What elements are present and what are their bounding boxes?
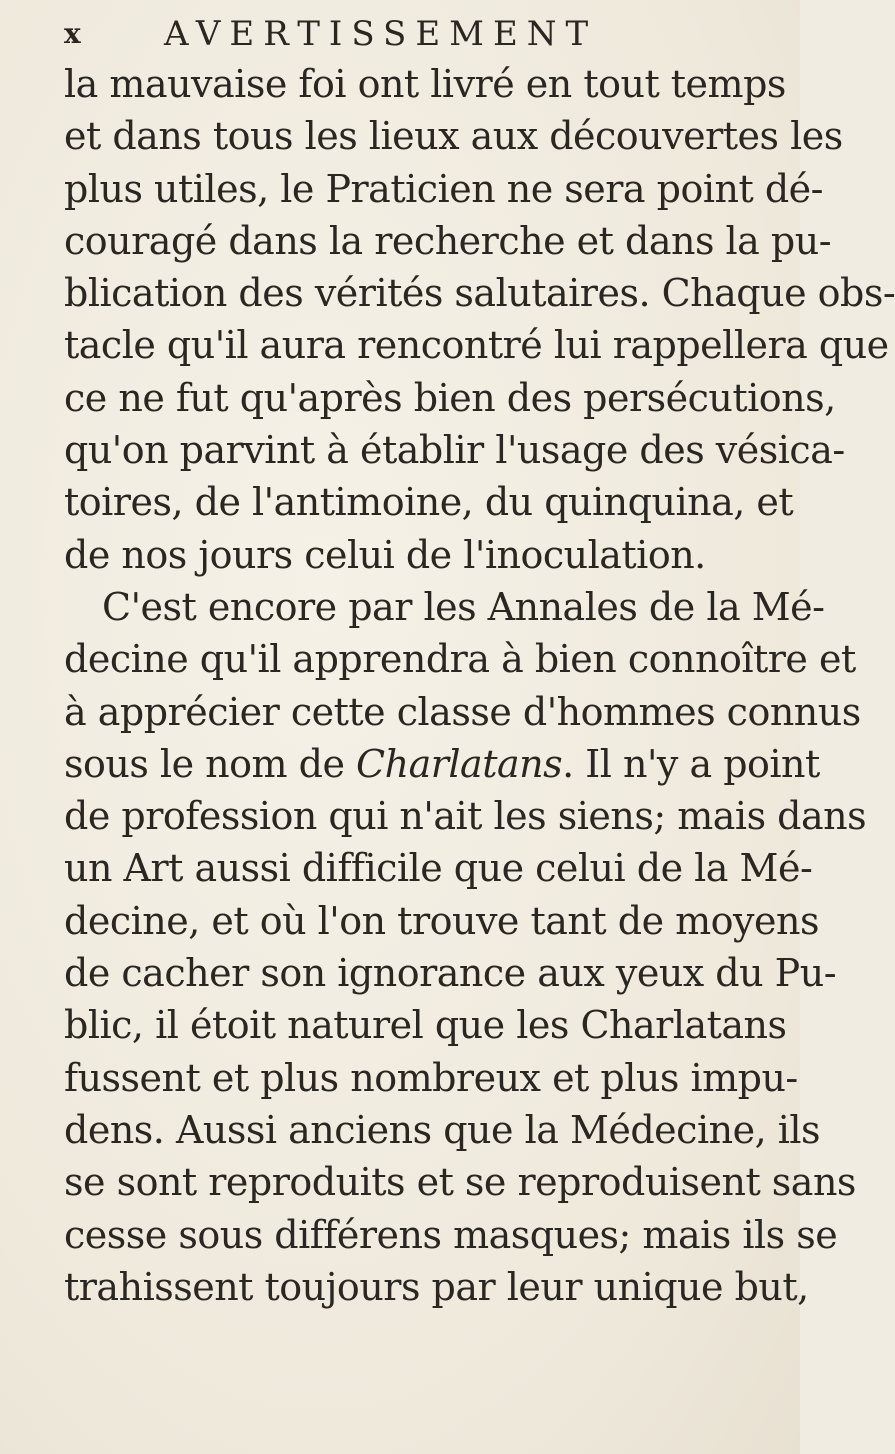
text-line: decine qu'il apprendra à bien connoître et (64, 637, 856, 682)
italic-term-charlatans: Charlatans (356, 741, 563, 786)
text-line: dens. Aussi anciens que la Médecine, ils (64, 1107, 821, 1152)
text-line: à apprécier cette classe d'hommes connus (64, 689, 861, 734)
text-line: couragé dans la recherche et dans la pu- (64, 218, 832, 263)
text-line: de nos jours celui de l'inoculation. (64, 532, 706, 577)
text-line: blic, il étoit naturel que les Charlatans (64, 1003, 787, 1048)
body-text (64, 58, 895, 1313)
text-line: decine, et où l'on trouve tant de moyens (64, 898, 819, 943)
text-line: se sont reproduits et se reproduisent sans (64, 1160, 856, 1205)
text-line: plus utiles, le Praticien ne sera point dé- (64, 166, 824, 211)
text-line: fussent et plus nombreux et plus impu- (64, 1055, 798, 1100)
text-line: de cacher son ignorance aux yeux du Pu- (64, 951, 837, 996)
text-line-with-italic (64, 738, 820, 790)
page-number: x (64, 17, 81, 50)
text-line: C'est encore par les Annales de la Mé- (102, 584, 825, 629)
text-line: la mauvaise foi ont livré en tout temps (64, 62, 786, 106)
text-line: et dans tous les lieux aux découvertes les (64, 114, 843, 159)
text-line: trahissent toujours par leur unique but, (64, 1264, 809, 1309)
text-line: de profession qui n'ait les siens; mais dans (64, 794, 867, 839)
text-line: toires, de l'antimoine, du quinquina, et (64, 480, 794, 525)
text-line: un Art aussi difficile que celui de la Mé- (64, 846, 813, 891)
text-line: qu'on parvint à établir l'usage des vésica- (64, 428, 845, 473)
text-line: ce ne fut qu'après bien des persécutions, (64, 375, 836, 420)
text-segment: . Il n'y a point (562, 741, 820, 786)
text-segment: sous le nom de (64, 741, 357, 786)
running-head (64, 12, 744, 56)
section-title: AVERTISSEMENT (164, 14, 598, 54)
text-line: cesse sous différens masques; mais ils se (64, 1212, 838, 1257)
text-line: blication des vérités salutaires. Chaque obs- (64, 271, 895, 316)
text-line: tacle qu'il aura rencontré lui rappellera que (64, 323, 889, 368)
